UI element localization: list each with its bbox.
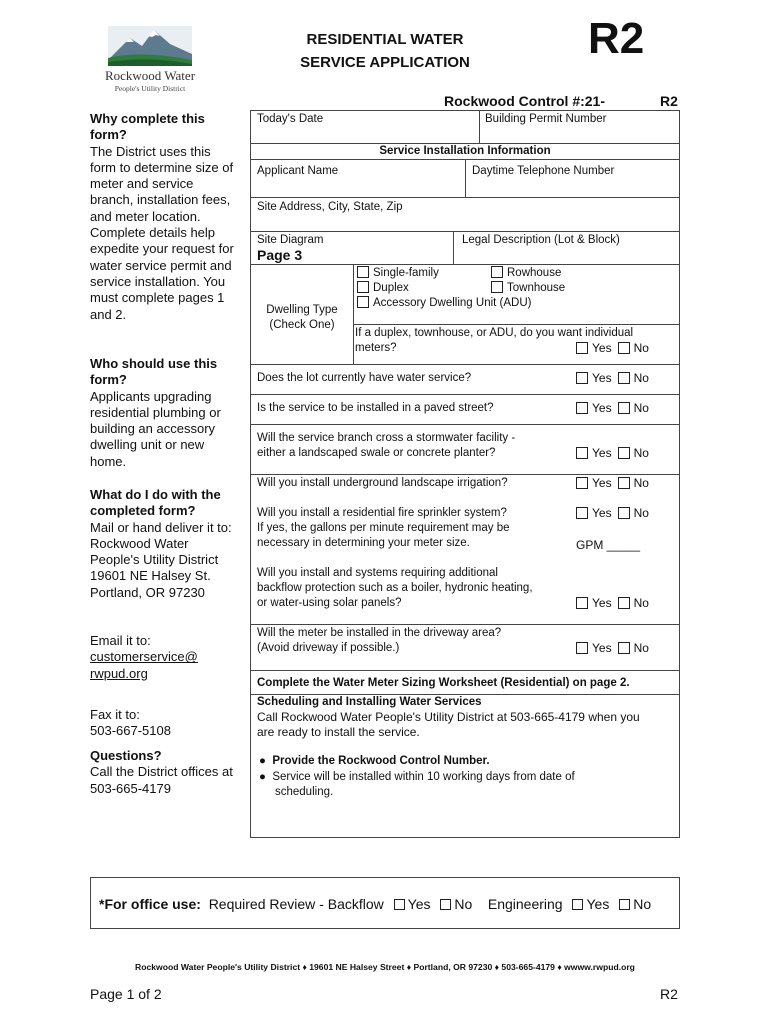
- adu-option[interactable]: [357, 296, 531, 311]
- no-label: No: [633, 371, 649, 385]
- who-text: Applicants upgrading residential plumbing or building an accessory dwelling unit or new home.: [90, 388, 221, 469]
- checkbox-icon[interactable]: [618, 402, 630, 414]
- checkbox-icon[interactable]: [572, 899, 583, 910]
- application-form: [250, 110, 680, 838]
- bullet-1-text: Provide the Rockwood Control Number.: [272, 755, 490, 767]
- gpm-field[interactable]: GPM _____: [576, 538, 641, 552]
- driveway-line-2: (Avoid driveway if possible.): [257, 642, 400, 654]
- driveway-line-1: Will the meter be installed in the driveway area?: [257, 627, 502, 639]
- yes-label: Yes: [592, 506, 612, 520]
- yes-label: Yes: [592, 371, 612, 385]
- bullet-icon: ●: [259, 755, 273, 767]
- footer-contact: Rockwood Water People's Utility District ♦ 19601 NE Halsey Street ♦ Portland, OR 97230 ♦ 503-665-4179 ♦ wwww.rwpud.org: [135, 962, 635, 972]
- no-label: No: [633, 401, 649, 415]
- scheduling-text: [257, 710, 640, 740]
- bullet-control-number: [259, 754, 490, 769]
- fire-sprinkler-line-2: If yes, the gallons per minute requirement may be: [257, 522, 510, 534]
- mail-address-line-2: People's Utility District: [90, 552, 219, 568]
- site-address-label: Site Address, City, State, Zip: [257, 201, 403, 213]
- checkbox-icon[interactable]: [491, 281, 503, 293]
- who-heading: Who should use this form?: [90, 356, 218, 388]
- checkbox-icon[interactable]: [618, 372, 630, 384]
- checkbox-icon[interactable]: [618, 597, 630, 609]
- dwelling-type-line-1: Dwelling Type: [266, 304, 338, 316]
- worksheet-instruction: Complete the Water Meter Sizing Worksheet (Residential) on page 2.: [257, 677, 630, 689]
- rowhouse-option[interactable]: [491, 266, 561, 281]
- checkbox-icon[interactable]: [618, 642, 630, 654]
- paved-street-question: Is the service to be installed in a paved street?: [257, 402, 494, 414]
- why-text: The District uses this form to determine size of meter and service branch, installation fees, and meter location. Complete details help expedite your request for water service permit and service installation. You must complete pages 1 and 2.: [90, 143, 234, 322]
- no-label: No: [633, 641, 649, 655]
- checkbox-icon[interactable]: [576, 447, 588, 459]
- backflow-no-label: No: [454, 896, 473, 912]
- rowhouse-label: Rowhouse: [507, 267, 562, 279]
- email-label: Email it to:: [90, 633, 151, 648]
- what-text: Mail or hand deliver it to:: [90, 519, 232, 535]
- mountain-logo-icon: [100, 24, 200, 68]
- fax-label: Fax it to:: [90, 707, 140, 722]
- site-diagram-label: Site Diagram: [257, 234, 324, 246]
- backflow-yes-no: [576, 596, 655, 610]
- questions-text: Call the District offices at 503-665-4179: [90, 764, 233, 796]
- checkbox-icon[interactable]: [576, 372, 588, 384]
- email-link-line-2[interactable]: rwpud.org: [90, 665, 148, 681]
- legal-description-label: Legal Description (Lot & Block): [462, 234, 620, 246]
- individual-meters-yes-no: [576, 341, 655, 355]
- no-label: No: [633, 596, 649, 610]
- control-form-code: R2: [660, 93, 678, 109]
- checkbox-icon[interactable]: [576, 597, 588, 609]
- no-label: No: [633, 476, 649, 490]
- dwelling-type-line-2: (Check One): [269, 319, 335, 331]
- bullet-icon: ●: [259, 771, 273, 783]
- mail-address-line-3: 19601 NE Halsey St.: [90, 568, 211, 584]
- yes-label: Yes: [592, 341, 612, 355]
- form-code: R2: [588, 14, 645, 63]
- single-family-label: Single-family: [373, 267, 439, 279]
- stormwater-yes-no: [576, 446, 655, 460]
- checkbox-icon[interactable]: [440, 899, 451, 910]
- backflow-yes-label: Yes: [407, 896, 431, 912]
- yes-label: Yes: [592, 641, 612, 655]
- yes-label: Yes: [592, 401, 612, 415]
- stormwater-question: [257, 431, 515, 461]
- email-link-line-1[interactable]: customerservice@: [90, 649, 198, 665]
- driveway-question: [257, 626, 501, 656]
- townhouse-option[interactable]: [491, 281, 565, 296]
- fire-sprinkler-question: [257, 506, 510, 551]
- bullet-service-time: [259, 770, 575, 800]
- irrigation-yes-no: [576, 476, 655, 490]
- checkbox-icon[interactable]: [394, 899, 405, 910]
- title-line-2: SERVICE APPLICATION: [300, 54, 470, 71]
- fire-sprinkler-line-3: necessary in determining your meter size.: [257, 537, 470, 549]
- dwelling-type-label: [251, 303, 353, 333]
- daytime-phone-label: Daytime Telephone Number: [472, 165, 615, 177]
- logo-name: Rockwood Water: [104, 68, 196, 83]
- yes-label: Yes: [592, 476, 612, 490]
- site-diagram-page: Page 3: [257, 247, 303, 263]
- engineering-yes-label: Yes: [586, 896, 610, 912]
- individual-meters-line-2: meters?: [355, 342, 397, 354]
- checkbox-icon[interactable]: [357, 266, 369, 278]
- lot-water-service-yes-no: [576, 371, 655, 385]
- backflow-question: [257, 566, 533, 611]
- duplex-label: Duplex: [373, 282, 409, 294]
- page-form-code: R2: [660, 986, 678, 1002]
- scheduling-line-1: Call Rockwood Water People's Utility District at 503-665-4179 when you: [257, 710, 640, 724]
- page-number: Page 1 of 2: [90, 986, 162, 1002]
- adu-label: Accessory Dwelling Unit (ADU): [373, 297, 532, 309]
- applicant-name-label: Applicant Name: [257, 165, 339, 177]
- checkbox-icon[interactable]: [576, 342, 588, 354]
- yes-label: Yes: [592, 446, 612, 460]
- yes-label: Yes: [592, 596, 612, 610]
- office-use-label: *For office use:: [99, 896, 201, 912]
- checkbox-icon[interactable]: [576, 507, 588, 519]
- section-heading: Service Installation Information: [379, 145, 551, 157]
- what-heading: What do I do with the completed form?: [90, 487, 221, 519]
- backflow-review-label: Required Review - Backflow: [208, 896, 384, 912]
- engineering-label: Engineering: [487, 896, 563, 912]
- checkbox-icon[interactable]: [357, 296, 369, 308]
- questions-heading: Questions?: [90, 748, 162, 763]
- mail-address-line-1: Rockwood Water: [90, 535, 189, 551]
- control-number-label: Rockwood Control #:21-: [444, 93, 606, 109]
- bullet-2-text-line-2: scheduling.: [275, 786, 334, 798]
- checkbox-icon[interactable]: [576, 402, 588, 414]
- backflow-line-1: Will you install and systems requiring additional: [257, 567, 498, 579]
- no-label: No: [633, 506, 649, 520]
- checkbox-icon[interactable]: [618, 477, 630, 489]
- single-family-option[interactable]: [357, 266, 439, 281]
- checkbox-icon[interactable]: [618, 507, 630, 519]
- checkbox-icon[interactable]: [576, 477, 588, 489]
- why-heading: Why complete this form?: [90, 111, 205, 143]
- scheduling-line-2: are ready to install the service.: [257, 725, 420, 739]
- paved-street-yes-no: [576, 401, 655, 415]
- engineering-no-label: No: [633, 896, 652, 912]
- checkbox-icon[interactable]: [618, 447, 630, 459]
- fire-sprinkler-yes-no: [576, 506, 655, 520]
- checkbox-icon[interactable]: [618, 342, 630, 354]
- driveway-yes-no: [576, 641, 655, 655]
- backflow-line-2: backflow protection such as a boiler, hydronic heating,: [257, 582, 533, 594]
- checkbox-icon[interactable]: [576, 642, 588, 654]
- stormwater-line-2: either a landscaped swale or concrete planter?: [257, 447, 496, 459]
- irrigation-question: Will you install underground landscape irrigation?: [257, 477, 508, 489]
- mail-address-line-4: Portland, OR 97230: [90, 584, 205, 600]
- individual-meters-line-1: If a duplex, townhouse, or ADU, do you want individual: [355, 327, 634, 339]
- office-use-box: [90, 877, 680, 929]
- logo-subtitle: People's Utility District: [114, 84, 186, 93]
- page-title: [270, 28, 500, 74]
- todays-date-label: Today's Date: [257, 113, 324, 125]
- no-label: No: [633, 446, 649, 460]
- checkbox-icon[interactable]: [357, 281, 369, 293]
- district-logo: [100, 24, 200, 94]
- no-label: No: [633, 341, 649, 355]
- checkbox-icon[interactable]: [491, 266, 503, 278]
- duplex-option[interactable]: [357, 281, 409, 296]
- checkbox-icon[interactable]: [619, 899, 630, 910]
- building-permit-label: Building Permit Number: [485, 113, 607, 125]
- fax-number: 503-667-5108: [90, 723, 171, 739]
- title-line-1: RESIDENTIAL WATER: [306, 31, 464, 48]
- townhouse-label: Townhouse: [507, 282, 566, 294]
- lot-water-service-question: Does the lot currently have water service?: [257, 372, 472, 384]
- scheduling-heading: Scheduling and Installing Water Services: [257, 696, 482, 708]
- stormwater-line-1: Will the service branch cross a stormwater facility -: [257, 432, 516, 444]
- fire-sprinkler-line-1: Will you install a residential fire sprinkler system?: [257, 507, 507, 519]
- bullet-2-text-line-1: Service will be installed within 10 working days from date of: [272, 771, 575, 783]
- backflow-line-3: or water-using solar panels?: [257, 597, 402, 609]
